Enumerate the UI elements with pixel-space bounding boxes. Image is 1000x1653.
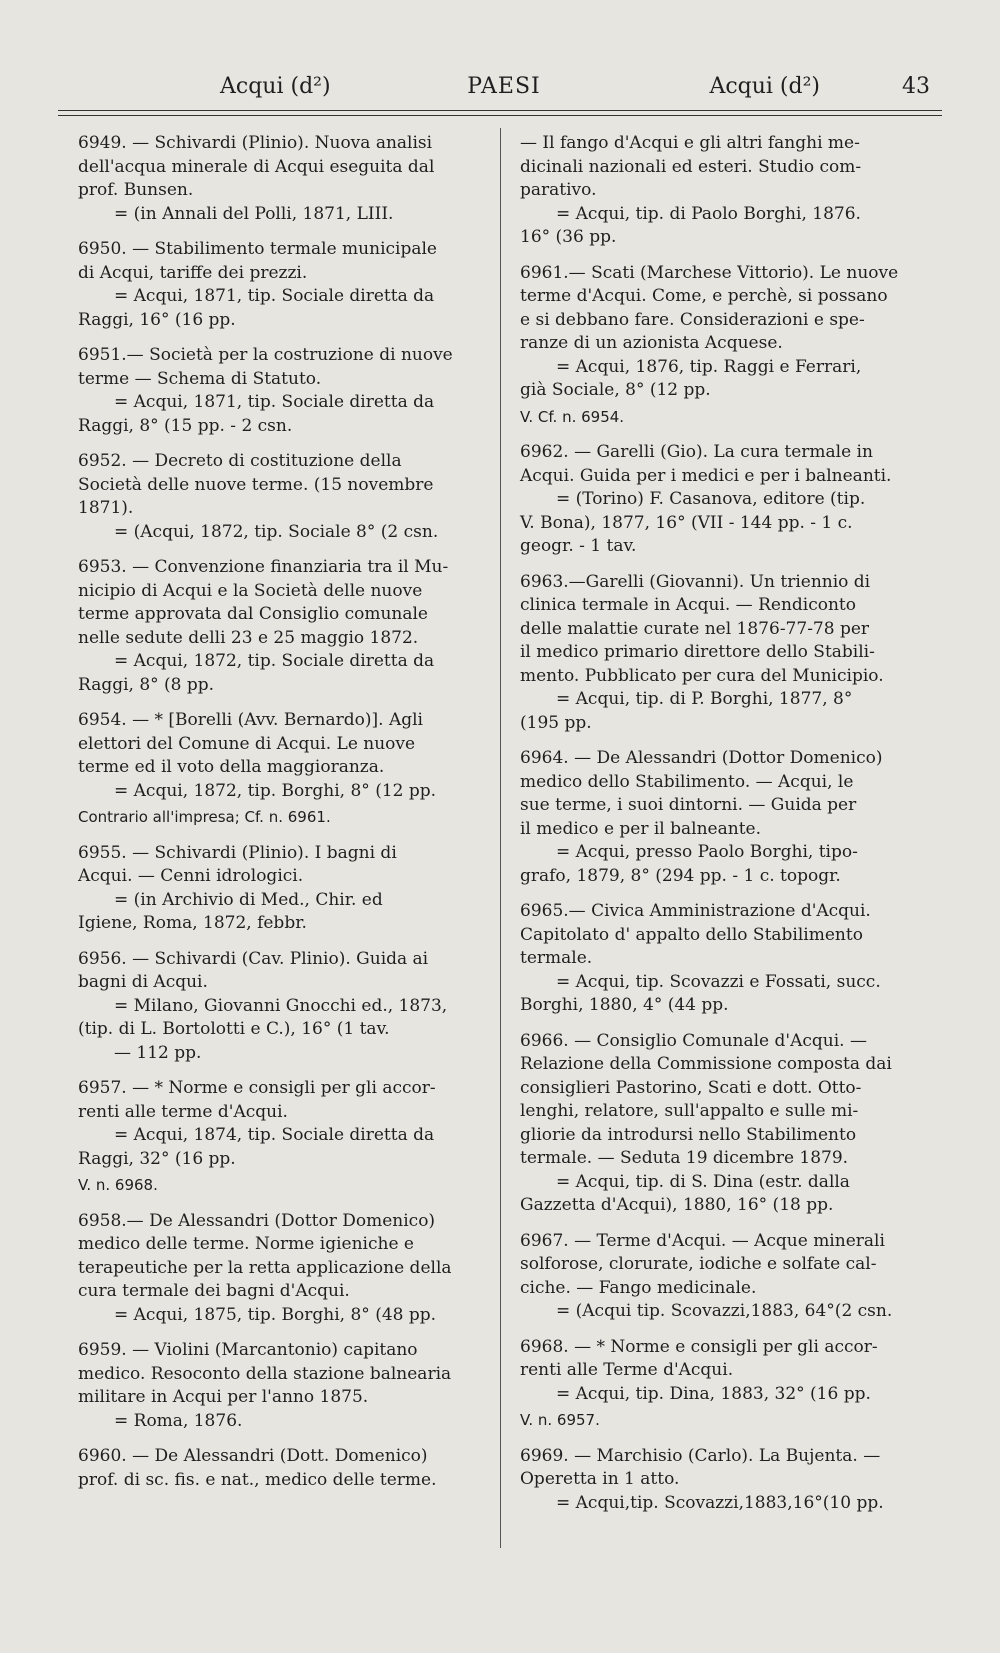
left-column [78,132,488,1504]
bibliography-entry [520,900,938,1018]
entry-line: = Roma, 1876. [114,1410,243,1431]
entry-line: = (Torino) F. Casanova, editore (tip. [556,489,866,509]
header-left: Acqui (d²) [220,74,331,99]
entry-line: termale. [520,948,593,968]
bibliography-entry [78,948,488,1066]
bibliography-entry [520,1445,938,1516]
bibliography-entry [78,1339,488,1433]
entry-line: = Acqui,tip. Scovazzi,1883,16°(10 pp. [556,1492,884,1513]
bibliography-entry [78,1445,488,1492]
entry-line: prof. Bunsen. [78,180,194,200]
entry-line: = Acqui, tip. di S. Dina (estr. dalla [556,1171,850,1192]
header-rule [58,110,942,111]
entry-line: terme approvata dal Consiglio comunale [78,604,428,624]
header-rule-thin [58,115,942,116]
entry-line: dicinali nazionali ed esteri. Studio com- [520,156,862,177]
entry-line: nelle sedute delli 23 e 25 maggio 1872. [78,627,419,648]
entry-line: prof. di sc. fis. e nat., medico delle terme. [78,1469,437,1490]
entry-line: nicipio di Acqui e la Società delle nuove [78,580,423,601]
entry-line: cura termale dei bagni d'Acqui. [78,1281,350,1301]
entry-line: Operetta in 1 atto. [520,1469,680,1489]
bibliography-entry [78,344,488,438]
entry-line: e si debbano fare. Considerazioni e spe- [520,309,865,330]
bibliography-entry [520,571,938,736]
entry-line: Acqui. Guida per i medici e per i balneanti. [520,465,892,486]
entry-line: = (Acqui tip. Scovazzi,1883, 64°(2 csn. [556,1301,893,1321]
header-center: PAESI [467,74,541,99]
entry-line: lenghi, relatore, sull'appalto e sulle mi- [520,1101,859,1121]
entry-line: = Acqui, 1876, tip. Raggi e Ferrari, [556,356,862,377]
entry-line: il medico e per il balneante. [520,818,761,839]
entry-line: medico delle terme. Norme igieniche e [78,1234,414,1254]
entry-note: V. n. 6957. [520,1411,600,1429]
entry-line: = Acqui, 1872, tip. Sociale diretta da [114,651,435,671]
entry-line: Igiene, Roma, 1872, febbr. [78,913,307,933]
entry-line: terapeutiche per la retta applicazione della [78,1257,452,1278]
entry-line: = Milano, Giovanni Gnocchi ed., 1873, [114,995,448,1016]
entry-line: Borghi, 1880, 4° (44 pp. [520,995,729,1015]
entry-line: = Acqui, 1874, tip. Sociale diretta da [114,1125,435,1145]
bibliography-entry [520,262,938,430]
entry-note: V. n. 6968. [78,1176,158,1194]
entry-line: medico dello Stabilimento. — Acqui, le [520,771,854,792]
entry-line: geogr. - 1 tav. [520,536,637,556]
entry-line: parativo. [520,180,597,200]
header-right: Acqui (d²) [709,74,820,99]
bibliography-entry [520,1030,938,1218]
bibliography-entry [78,556,488,697]
entry-line: Raggi, 8° (8 pp. [78,674,215,695]
bibliography-entry [78,709,488,830]
entry-line: (tip. di L. Bortolotti e C.), 16° (1 tav. [78,1019,390,1039]
entry-line: 6958.— De Alessandri (Dottor Domenico) [78,1210,436,1231]
entry-line: (195 pp. [520,712,592,733]
entry-line: = Acqui, tip. di P. Borghi, 1877, 8° [556,689,853,709]
entry-line: = Acqui, presso Paolo Borghi, tipo- [556,842,858,862]
entry-line: 6957. — * Norme e consigli per gli accor- [78,1078,436,1098]
entry-line: Raggi, 32° (16 pp. [78,1148,236,1169]
bibliography-entry [520,1230,938,1324]
entry-line: = Acqui, 1871, tip. Sociale diretta da [114,286,435,306]
entry-line: Capitolato d' appalto dello Stabilimento [520,924,863,945]
entry-line: = Acqui, 1872, tip. Borghi, 8° (12 pp. [114,780,437,801]
entry-line: = Acqui, 1875, tip. Borghi, 8° (48 pp. [114,1304,437,1325]
entry-line: solforose, clorurate, iodiche e solfate cal- [520,1254,877,1274]
entry-line: = (Acqui, 1872, tip. Sociale 8° (2 csn. [114,521,439,542]
entry-line: bagni di Acqui. [78,972,208,992]
entry-line: = Acqui, tip. di Paolo Borghi, 1876. [556,203,861,224]
entry-line: = (in Annali del Polli, 1871, LIII. [114,203,394,224]
entry-line: 6969. — Marchisio (Carlo). La Bujenta. — [520,1445,881,1466]
page-number: 43 [902,74,930,99]
entry-line: = Acqui, 1871, tip. Sociale diretta da [114,392,435,412]
entry-line: 6966. — Consiglio Comunale d'Acqui. — [520,1030,867,1051]
entry-line: mento. Pubblicato per cura del Municipio. [520,665,884,686]
entry-line: 6964. — De Alessandri (Dottor Domenico) [520,748,883,768]
bibliography-entry [78,1077,488,1198]
bibliography-entry [78,842,488,936]
entry-line: Società delle nuove terme. (15 novembre [78,474,434,495]
entry-line: 6952. — Decreto di costituzione della [78,451,402,471]
running-header [78,70,930,110]
entry-line: ranze di un azionista Acquese. [520,333,783,353]
entry-line: 16° (36 pp. [520,227,617,247]
entry-line: 6950. — Stabilimento termale municipale [78,239,437,259]
entry-line: 6949. — Schivardi (Plinio). Nuova analisi [78,133,433,153]
entry-line: già Sociale, 8° (12 pp. [520,380,711,400]
entry-line: 6963.—Garelli (Giovanni). Un triennio di [520,571,871,592]
bibliography-entry [78,1210,488,1328]
bibliography-entry [78,132,488,226]
entry-line: terme — Schema di Statuto. [78,368,322,389]
entry-line: V. Bona), 1877, 16° (VII - 144 pp. - 1 c. [520,512,853,533]
entry-line: terme ed il voto della maggioranza. [78,757,385,777]
entry-line: terme d'Acqui. Come, e perchè, si possano [520,286,888,306]
entry-line: = Acqui, tip. Scovazzi e Fossati, succ. [556,971,881,992]
entry-line: sue terme, i suoi dintorni. — Guida per [520,795,857,815]
entry-line: clinica termale in Acqui. — Rendiconto [520,595,856,615]
entry-line: dell'acqua minerale di Acqui eseguita dal [78,156,435,177]
entry-line: — 112 pp. [114,1042,202,1063]
bibliography-entry [520,441,938,559]
bibliography-entry [520,747,938,888]
entry-line: Gazzetta d'Acqui), 1880, 16° (18 pp. [520,1195,834,1215]
entry-line: 6962. — Garelli (Gio). La cura termale in [520,442,873,462]
entry-line: 6959. — Violini (Marcantonio) capitano [78,1340,418,1360]
entry-line: gliorie da introdursi nello Stabilimento [520,1124,857,1145]
entry-line: grafo, 1879, 8° (294 pp. - 1 c. topogr. [520,865,841,886]
entry-line: renti alle Terme d'Acqui. [520,1360,734,1380]
entry-line: ciche. — Fango medicinale. [520,1277,757,1298]
right-column [520,132,938,1527]
entry-line: Acqui. — Cenni idrologici. [78,866,304,886]
entry-line: 6956. — Schivardi (Cav. Plinio). Guida ai [78,948,429,969]
entry-line: Raggi, 16° (16 pp. [78,309,236,330]
entry-line: il medico primario direttore dello Stabili- [520,642,875,662]
entry-line: Relazione della Commissione composta dai [520,1054,892,1074]
column-divider [500,128,501,1548]
entry-line: 6968. — * Norme e consigli per gli accor- [520,1336,878,1357]
entry-line: 6961.— Scati (Marchese Vittorio). Le nuove [520,262,899,283]
entry-line: delle malattie curate nel 1876-77-78 per [520,618,870,639]
entry-line: militare in Acqui per l'anno 1875. [78,1387,369,1407]
entry-line: Raggi, 8° (15 pp. - 2 csn. [78,415,293,436]
entry-note: V. Cf. n. 6954. [520,407,625,426]
entry-line: medico. Resoconto della stazione balnearia [78,1363,452,1384]
entry-line: = (in Archivio di Med., Chir. ed [114,889,383,910]
entry-line: consiglieri Pastorino, Scati e dott. Otto- [520,1077,862,1098]
bibliography-entry [520,1336,938,1433]
entry-line: elettori del Comune di Acqui. Le nuove [78,733,416,754]
entry-line: = Acqui, tip. Dina, 1883, 32° (16 pp. [556,1383,871,1404]
bibliography-entry [78,238,488,332]
entry-line: 6967. — Terme d'Acqui. — Acque minerali [520,1230,885,1251]
bibliography-entry [78,450,488,544]
entry-line: 6954. — * [Borelli (Avv. Bernardo)]. Agli [78,710,423,730]
bibliography-entry [520,132,938,250]
entry-line: renti alle terme d'Acqui. [78,1101,288,1122]
entry-line: 6953. — Convenzione finanziaria tra il Mu- [78,557,449,577]
entry-note: Contrario all'impresa; Cf. n. 6961. [78,808,331,826]
entry-line: — Il fango d'Acqui e gli altri fanghi me- [520,133,860,153]
entry-line: 6955. — Schivardi (Plinio). I bagni di [78,842,397,863]
entry-line: di Acqui, tariffe dei prezzi. [78,262,308,283]
entry-line: 6951.— Società per la costruzione di nuove [78,345,453,365]
entry-line: termale. — Seduta 19 dicembre 1879. [520,1148,849,1168]
entry-line: 6965.— Civica Amministrazione d'Acqui. [520,901,871,921]
entry-line: 1871). [78,498,134,518]
entry-line: 6960. — De Alessandri (Dott. Domenico) [78,1446,428,1466]
